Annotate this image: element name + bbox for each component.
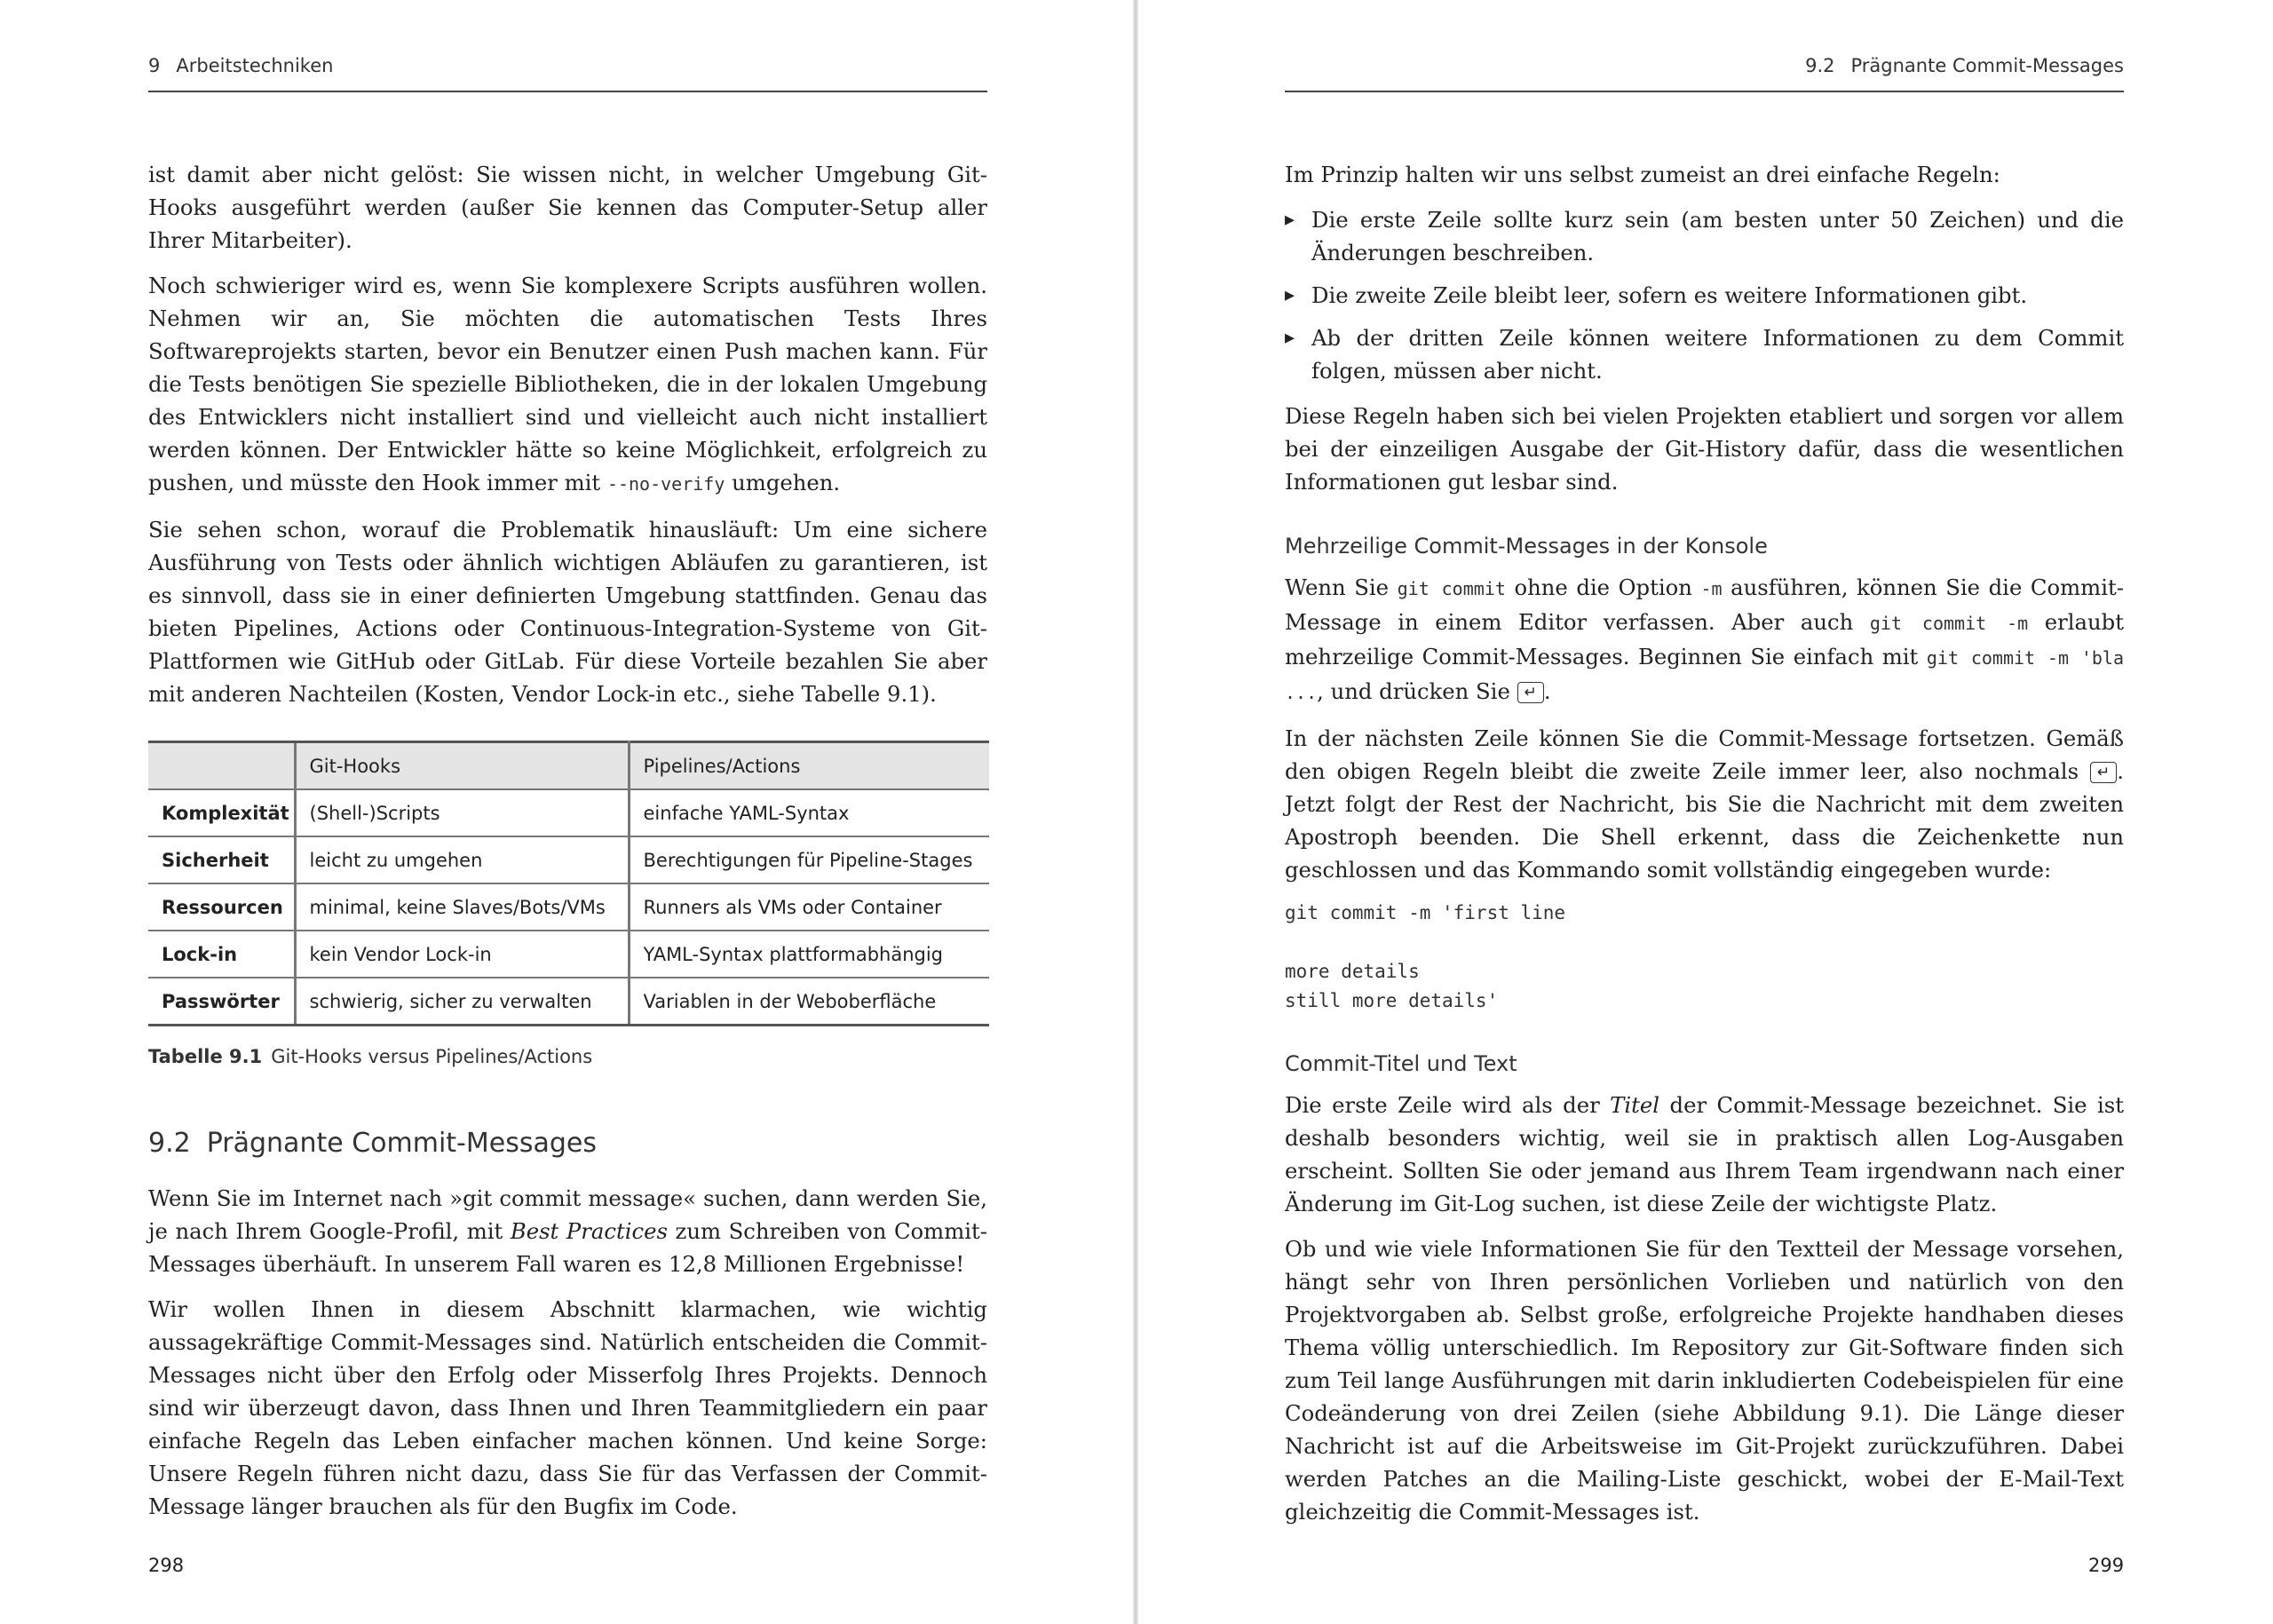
emphasis: Best Practices [510, 1218, 668, 1244]
table-cell: Passwörter [148, 978, 295, 1026]
paragraph: Diese Regeln haben sich bei vielen Projekten etabliert und sorgen vor allem bei der einzeiligen Ausgabe der Git-History dafür, dass die wesentlichen Informationen gut lesbar sind. [1285, 403, 2124, 495]
table-row [148, 789, 989, 836]
table-cell: kein Vendor Lock-in [295, 931, 629, 978]
section-number: 9.2 [1805, 55, 1835, 76]
paragraph [1285, 571, 2124, 709]
text-run: , und drücken Sie [1317, 678, 1510, 704]
table-header-row [148, 742, 989, 790]
enter-key-icon: ↵ [2090, 762, 2117, 783]
text-run: In der nächsten Zeile können Sie die Commit-Message fortsetzen. Gemäß den obigen Regeln bleibt die zweite Zeile immer leer, also nochmals [1285, 725, 2124, 784]
table-cell: schwierig, sicher zu verwalten [295, 978, 629, 1026]
right-page [1138, 0, 2273, 1624]
enter-key-icon: ↵ [1517, 682, 1544, 703]
page-number: 298 [148, 1555, 185, 1576]
text-run: ausführen, können Sie die Commit-Message in einem Editor verfassen. Aber auch [1285, 574, 2124, 635]
caption-label: Tabelle 9.1 [148, 1046, 263, 1067]
subsection-heading: Mehrzeilige Commit-Messages in der Konsole [1285, 534, 1768, 558]
emphasis: Titel [1610, 1092, 1660, 1118]
table-row [148, 883, 989, 931]
text-run: erlaubt mehrzeilige Commit-Messages. Beginnen Sie einfach mit [1285, 609, 2124, 669]
table-header-cell: Pipelines/Actions [629, 742, 989, 790]
text-run: Noch schwieriger wird es, wenn Sie komplexere Scripts ausführen wollen. Nehmen wir an, Sie möchten die automatischen Tests Ihres Softwareprojekts starten, bevor ein Benutzer einen Push machen kann. Für die Tests benötigen Sie spezielle Bibliotheken, die in der lokalen Umgebung des Entwicklers nicht installiert sind und vielleicht auch nicht installiert werden können. Der Entwickler hätte so keine Möglichkeit, erfolgreich zu pushen, und müsste den Hook immer mit [148, 273, 987, 495]
table-cell: einfache YAML-Syntax [629, 789, 989, 836]
inline-code: --no-verify [606, 473, 725, 495]
table-cell: Lock-in [148, 931, 295, 978]
table-header-cell [148, 742, 295, 790]
inline-code: git commit [1397, 578, 1506, 599]
paragraph: ist damit aber nicht gelöst: Sie wissen nicht, in welcher Umgebung Git-Hooks ausgeführt werden (außer Sie kennen das Computer-Setup aller Ihrer Mitarbeiter). [148, 162, 987, 253]
left-page-content [148, 158, 987, 1535]
right-page-content [1285, 158, 2124, 1541]
running-header-left [148, 55, 987, 92]
table-cell: minimal, keine Slaves/Bots/VMs [295, 883, 629, 931]
table-cell: Ressourcen [148, 883, 295, 931]
paragraph: Im Prinzip halten wir uns selbst zumeist an drei einfache Regeln: [1285, 162, 2000, 187]
section-number: 9.2 [148, 1128, 191, 1159]
rules-list [1285, 203, 2124, 387]
table-cell: Sicherheit [148, 836, 295, 883]
page-number: 299 [2088, 1555, 2125, 1576]
caption-text: Git-Hooks versus Pipelines/Actions [271, 1046, 593, 1067]
table-cell: Runners als VMs oder Container [629, 883, 989, 931]
text-run: Die erste Zeile wird als der [1285, 1092, 1600, 1118]
table-row [148, 836, 989, 883]
list-item: ▸ Ab der dritten Zeile können weitere Informationen zu dem Commit folgen, müssen aber nicht. [1285, 321, 2124, 387]
text-run: . Jetzt folgt der Rest der Nachricht, bis Sie die Nachricht mit dem zweiten Apostroph beenden. Die Shell erkennt, dass die Zeichenkette nun geschlossen und das Kommando somit vollständig eingegeben wurde: [1285, 758, 2124, 883]
table-row [148, 978, 989, 1026]
table-caption [148, 1046, 987, 1067]
table-cell: Komplexität [148, 789, 295, 836]
table-cell: leicht zu umgehen [295, 836, 629, 883]
chapter-number: 9 [148, 55, 161, 76]
list-item: ▸ Die erste Zeile sollte kurz sein (am besten unter 50 Zeichen) und die Änderungen beschreiben. [1285, 203, 2124, 269]
inline-code: git commit -m 'bla ... [1285, 647, 2124, 703]
text-run: zum Schreiben von Commit-Messages überhäuft. In unserem Fall waren es 12,8 Millionen Ergebnisse! [148, 1218, 987, 1277]
paragraph [148, 269, 987, 501]
section-heading [148, 1128, 987, 1159]
subsection-heading: Commit-Titel und Text [1285, 1051, 1517, 1076]
list-item: ▸ Die zweite Zeile bleibt leer, sofern es weitere Informationen gibt. [1285, 279, 2124, 312]
paragraph [1285, 1089, 2124, 1220]
table-header-cell: Git-Hooks [295, 742, 629, 790]
text-run: umgehen. [732, 470, 841, 495]
section-title: Prägnante Commit-Messages [206, 1128, 597, 1159]
left-page [0, 0, 1133, 1624]
inline-code: -m [1700, 578, 1723, 599]
table-cell: (Shell-)Scripts [295, 789, 629, 836]
chapter-title: Arbeitstechniken [176, 55, 334, 76]
text-run: . [1543, 678, 1551, 704]
paragraph [1285, 722, 2124, 886]
paragraph: Ob und wie viele Informationen Sie für den Textteil der Message vorsehen, hängt sehr von Ihren persönlichen Vorlieben und natürlich von den Projektvorgaben ab. Selbst große, erfolgreiche Projekte handhaben dieses Thema völlig unterschiedlich. Im Repository zur Git-Software finden sich zum Teil lange Ausführungen mit darin inkludierten Codebeispielen für eine Codeänderung von drei Zeilen (siehe Abbildung 9.1). Die Länge dieser Nachricht ist auf die Arbeitsweise im Git-Projekt zurückzuführen. Dabei werden Patches an die Mailing-Liste geschickt, wobei der E-Mail-Text gleichzeitig die Commit-Messages ist. [1285, 1236, 2124, 1525]
section-title: Prägnante Commit-Messages [1850, 55, 2124, 76]
text-run: der Commit-Message bezeichnet. Sie ist deshalb besonders wichtig, weil sie in praktisch allen Log-Ausgaben erscheint. Sollten Sie oder jemand aus Ihrem Team irgendwann nach einer Änderung im Git-Log suchen, ist diese Zeile der wichtigste Platz. [1285, 1092, 2125, 1216]
table-cell: YAML-Syntax plattformabhängig [629, 931, 989, 978]
table-cell: Variablen in der Weboberfläche [629, 978, 989, 1026]
inline-code: git commit -m [1869, 613, 2029, 634]
paragraph: Sie sehen schon, worauf die Problematik hinausläuft: Um eine sichere Ausführung von Tests oder ähnlich wichtigen Abläufen zu garantieren, ist es sinnvoll, dass sie in einer definierten Umgebung stattfinden. Genau das bieten Pipelines, Actions oder Continuous-Integration-Systeme von Git-Plattformen wie GitHub oder GitLab. Für diese Vorteile bezahlen Sie aber mit anderen Nachteilen (Kosten, Vendor Lock-in etc., siehe Tabelle 9.1). [148, 517, 987, 707]
paragraph [148, 1182, 987, 1280]
text-run: Wenn Sie im Internet nach »git commit message« suchen, dann werden Sie, je nach Ihrem Google-Profil, mit [148, 1185, 987, 1244]
text-run: ohne die Option [1514, 574, 1692, 600]
table-row [148, 931, 989, 978]
comparison-table [148, 741, 989, 1026]
text-run: Wenn Sie [1285, 574, 1390, 600]
running-header-right [1285, 55, 2124, 92]
paragraph: Wir wollen Ihnen in diesem Abschnitt klarmachen, wie wichtig aussagekräftige Commit-Messages sind. Natürlich entscheiden die Commit-Messages nicht über den Erfolg oder Misserfolg Ihres Projekts. Dennoch sind wir überzeugt davon, dass Ihnen und Ihren Teammitgliedern ein paar einfache Regeln das Leben einfacher machen können. Und keine Sorge: Unsere Regeln führen nicht dazu, dass Sie für das Verfassen der Commit-Message länger brauchen als für den Bugfix im Code. [148, 1296, 987, 1519]
code-block: git commit -m 'first line more details still more details' [1285, 902, 1566, 1011]
table-cell: Berechtigungen für Pipeline-Stages [629, 836, 989, 883]
